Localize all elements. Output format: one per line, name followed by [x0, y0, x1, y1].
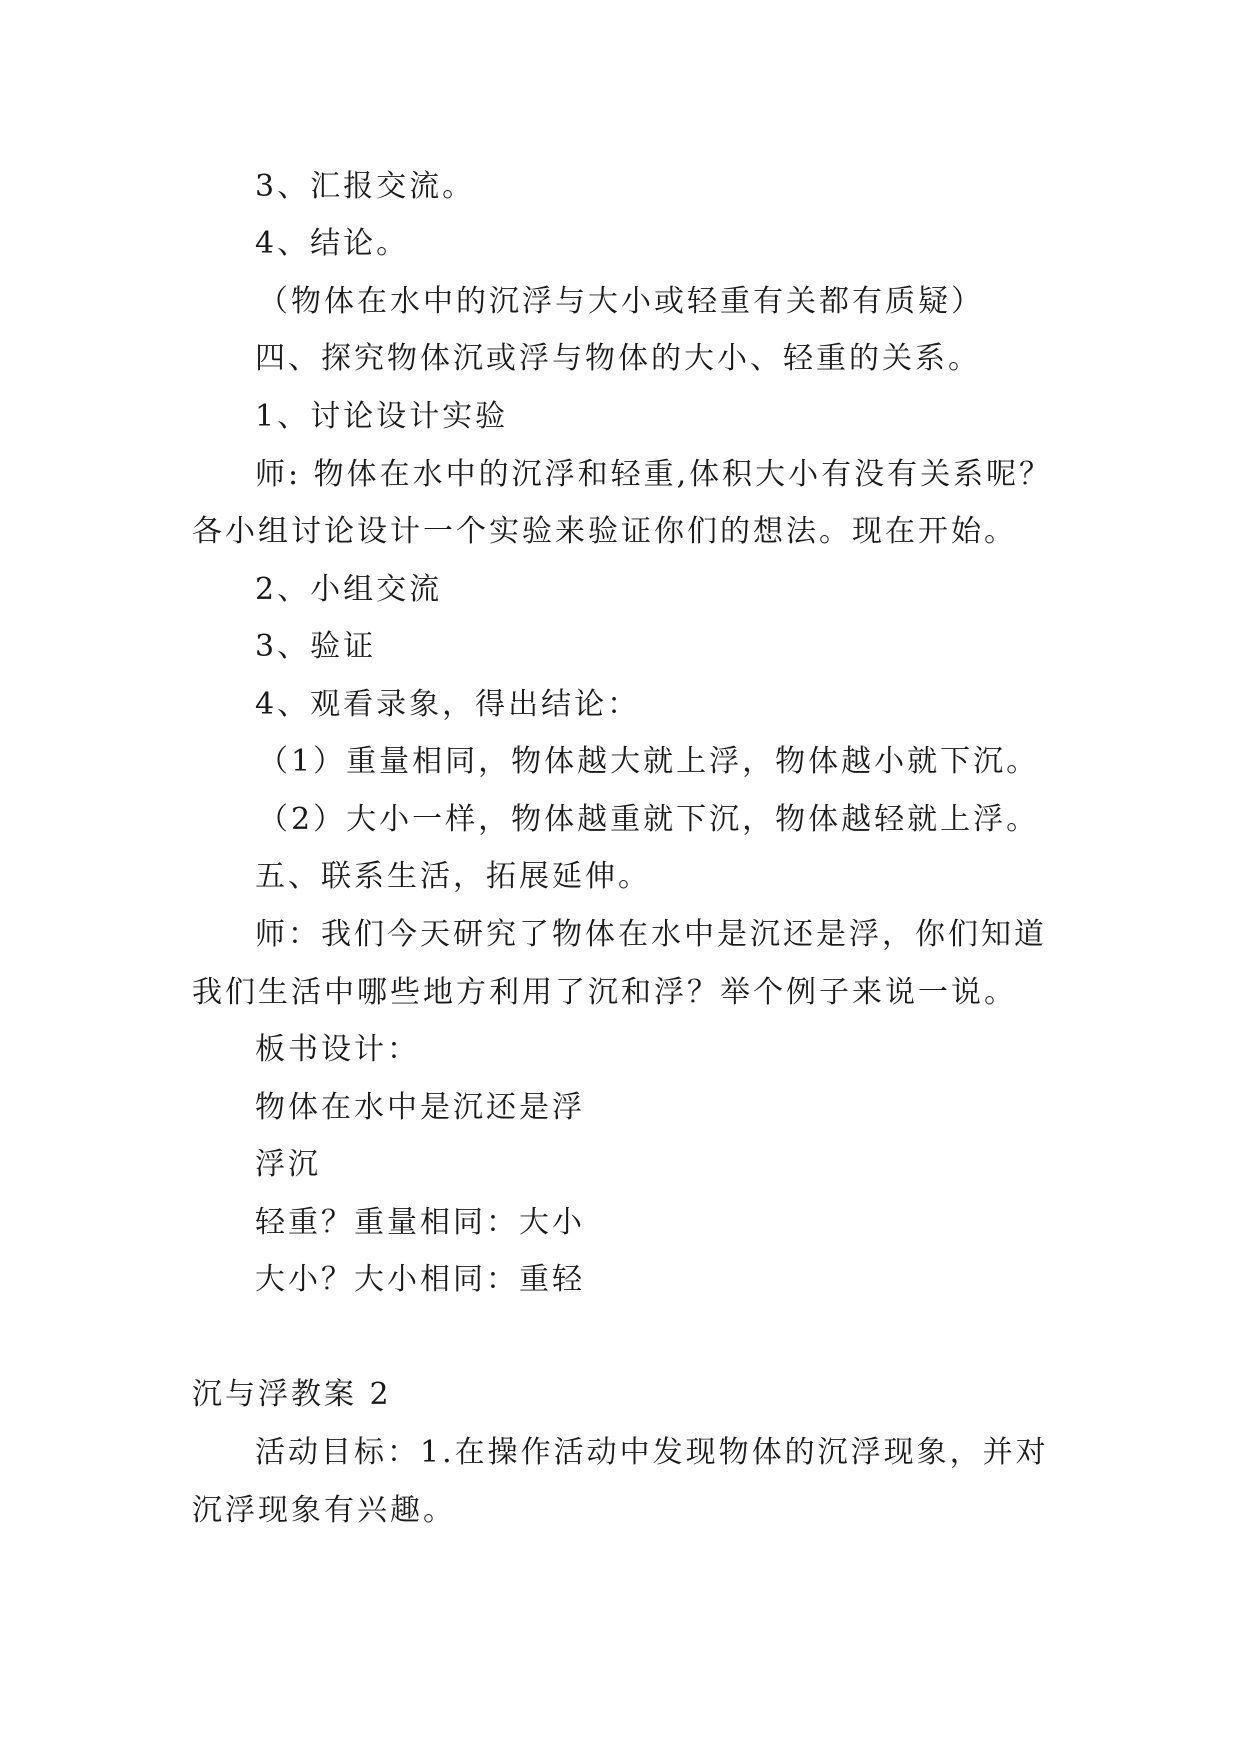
text-line: 大小？大小相同：重轻 [255, 1262, 585, 1297]
document-title: 沉与浮教案 2 [192, 1377, 392, 1412]
text-line: 浮沉 [255, 1147, 321, 1182]
text-line: 师: 物体在水中的沉浮和轻重,体积大小有没有关系呢？ [255, 457, 1053, 492]
text-line: （2）大小一样，物体越重就下沉，物体越轻就上浮。 [258, 802, 1040, 837]
text-line: 轻重？重量相同：大小 [255, 1205, 585, 1240]
text-line: 沉浮现象有兴趣。 [192, 1493, 456, 1528]
text-line: 3、汇报交流。 [255, 169, 476, 204]
text-line: 我们生活中哪些地方利用了沉和浮？举个例子来说一说。 [192, 975, 1017, 1010]
section-heading: 四、探究物体沉或浮与物体的大小、轻重的关系。 [255, 341, 981, 376]
text-line: 1、讨论设计实验 [255, 399, 509, 434]
text-line: 2、小组交流 [255, 572, 443, 607]
text-line: 4、观看录象，得出结论： [255, 687, 641, 722]
text-line: 4、结论。 [255, 226, 410, 261]
text-line: 3、验证 [255, 629, 377, 664]
text-line: 活动目标：1.在操作活动中发现物体的沉浮现象，并对 [255, 1435, 1049, 1470]
text-line: 师：我们今天研究了物体在水中是沉还是浮，你们知道 [255, 917, 1047, 952]
text-line: 各小组讨论设计一个实验来验证你们的想法。现在开始。 [192, 514, 1017, 549]
section-heading: 五、联系生活，拓展延伸。 [255, 859, 651, 894]
text-line: 板书设计： [255, 1032, 420, 1067]
text-line: （1）重量相同，物体越大就上浮，物体越小就下沉。 [258, 744, 1040, 779]
text-line: 物体在水中是沉还是浮 [255, 1090, 585, 1125]
text-line: （物体在水中的沉浮与大小或轻重有关都有质疑） [258, 284, 984, 319]
